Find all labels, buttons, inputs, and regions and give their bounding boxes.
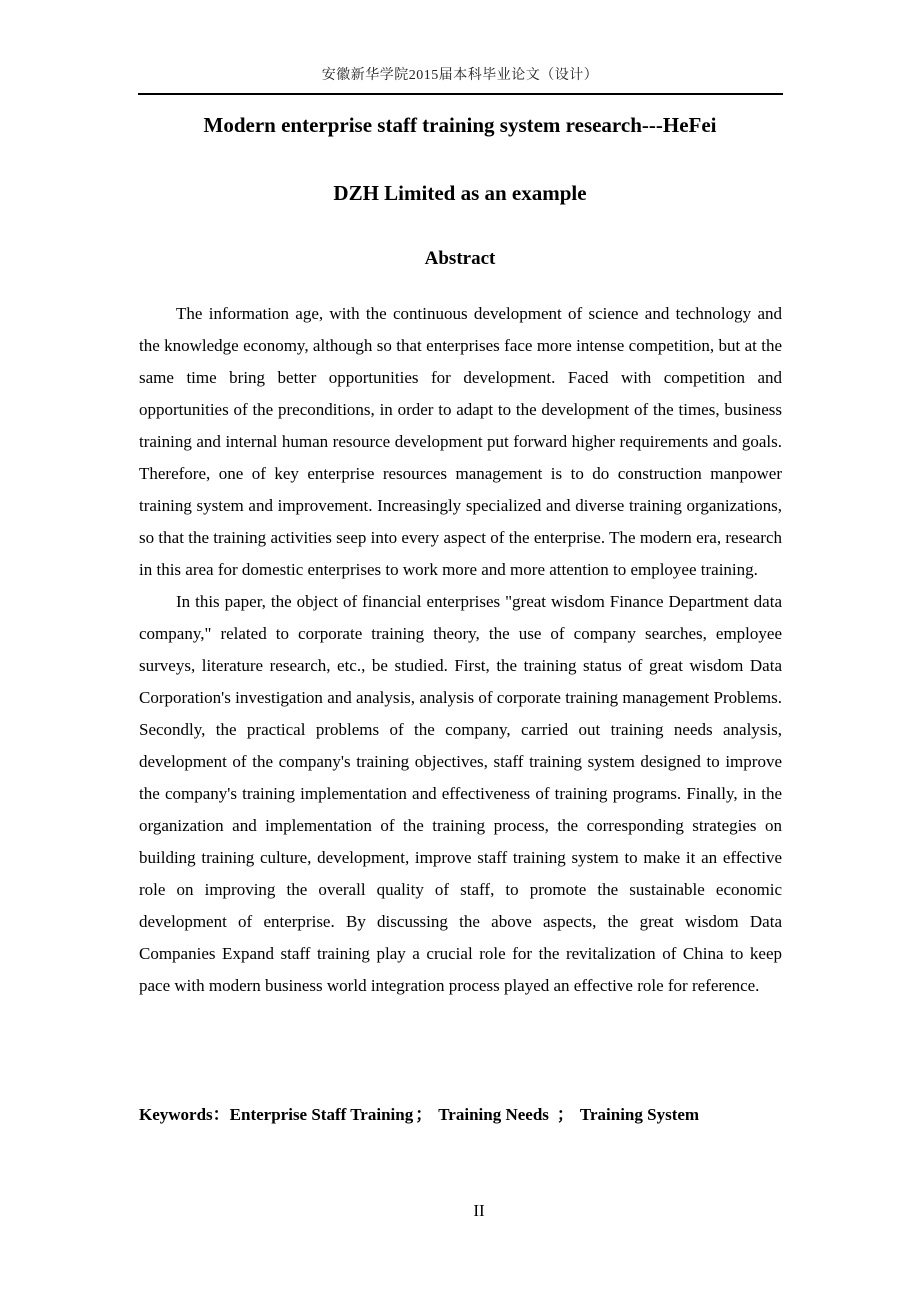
keywords-line [139, 1101, 782, 1129]
keyword-separator: ； [415, 1105, 433, 1124]
keyword-separator: ； [556, 1105, 574, 1124]
header-divider [138, 93, 783, 95]
abstract-body [139, 298, 782, 1002]
title-line-2: DZH Limited as an example [333, 181, 587, 205]
page-header: 安徽新华学院2015届本科毕业论文（设计） [321, 68, 599, 83]
keyword-item: Enterprise Staff Training [229, 1105, 414, 1124]
abstract-paragraph-1: The information age, with the continuous development of science and technology and the knowledge economy, although so that enterprises face more intense competition, but at the same time bring better opportunities for development. Faced with competition and opportunities of the preconditions, in order to adapt to the development of the times, business training and internal human resource development put forward higher requirements and goals. Therefore, one of key enterprise resources management is to do construction manpower training system and improvement. Increasingly specialized and diverse training organizations, so that the training activities seep into every aspect of the enterprise. The modern era, research in this area for domestic enterprises to work more and more attention to employee training. [139, 304, 782, 579]
abstract-heading: Abstract [424, 248, 496, 269]
page-number: II [473, 1201, 485, 1220]
keyword-item: Training Needs [438, 1105, 549, 1124]
keywords-label: Keywords： [139, 1105, 230, 1124]
keyword-item: Training System [579, 1105, 700, 1124]
title-line-1: Modern enterprise staff training system research---HeFei [203, 113, 717, 137]
abstract-paragraph-2: In this paper, the object of financial enterprises "great wisdom Finance Department data company," related to corporate training theory, the use of company searches, employee surveys, literature research, etc., be studied. First, the training status of great wisdom Data Corporation's investigation and analysis, analysis of corporate training management Problems. Secondly, the practical problems of the company, carried out training needs analysis, development of the company's training objectives, staff training system designed to improve the company's training implementation and effectiveness of training programs. Finally, in the organization and implementation of the training process, the corresponding strategies on building training culture, development, improve staff training system to make it an effective role on improving the overall quality of staff, to promote the sustainable economic development of enterprise. By discussing the above aspects, the great wisdom Data Companies Expand staff training play a crucial role for the revitalization of China to keep pace with modern business world integration process played an effective role for reference. [139, 592, 782, 995]
